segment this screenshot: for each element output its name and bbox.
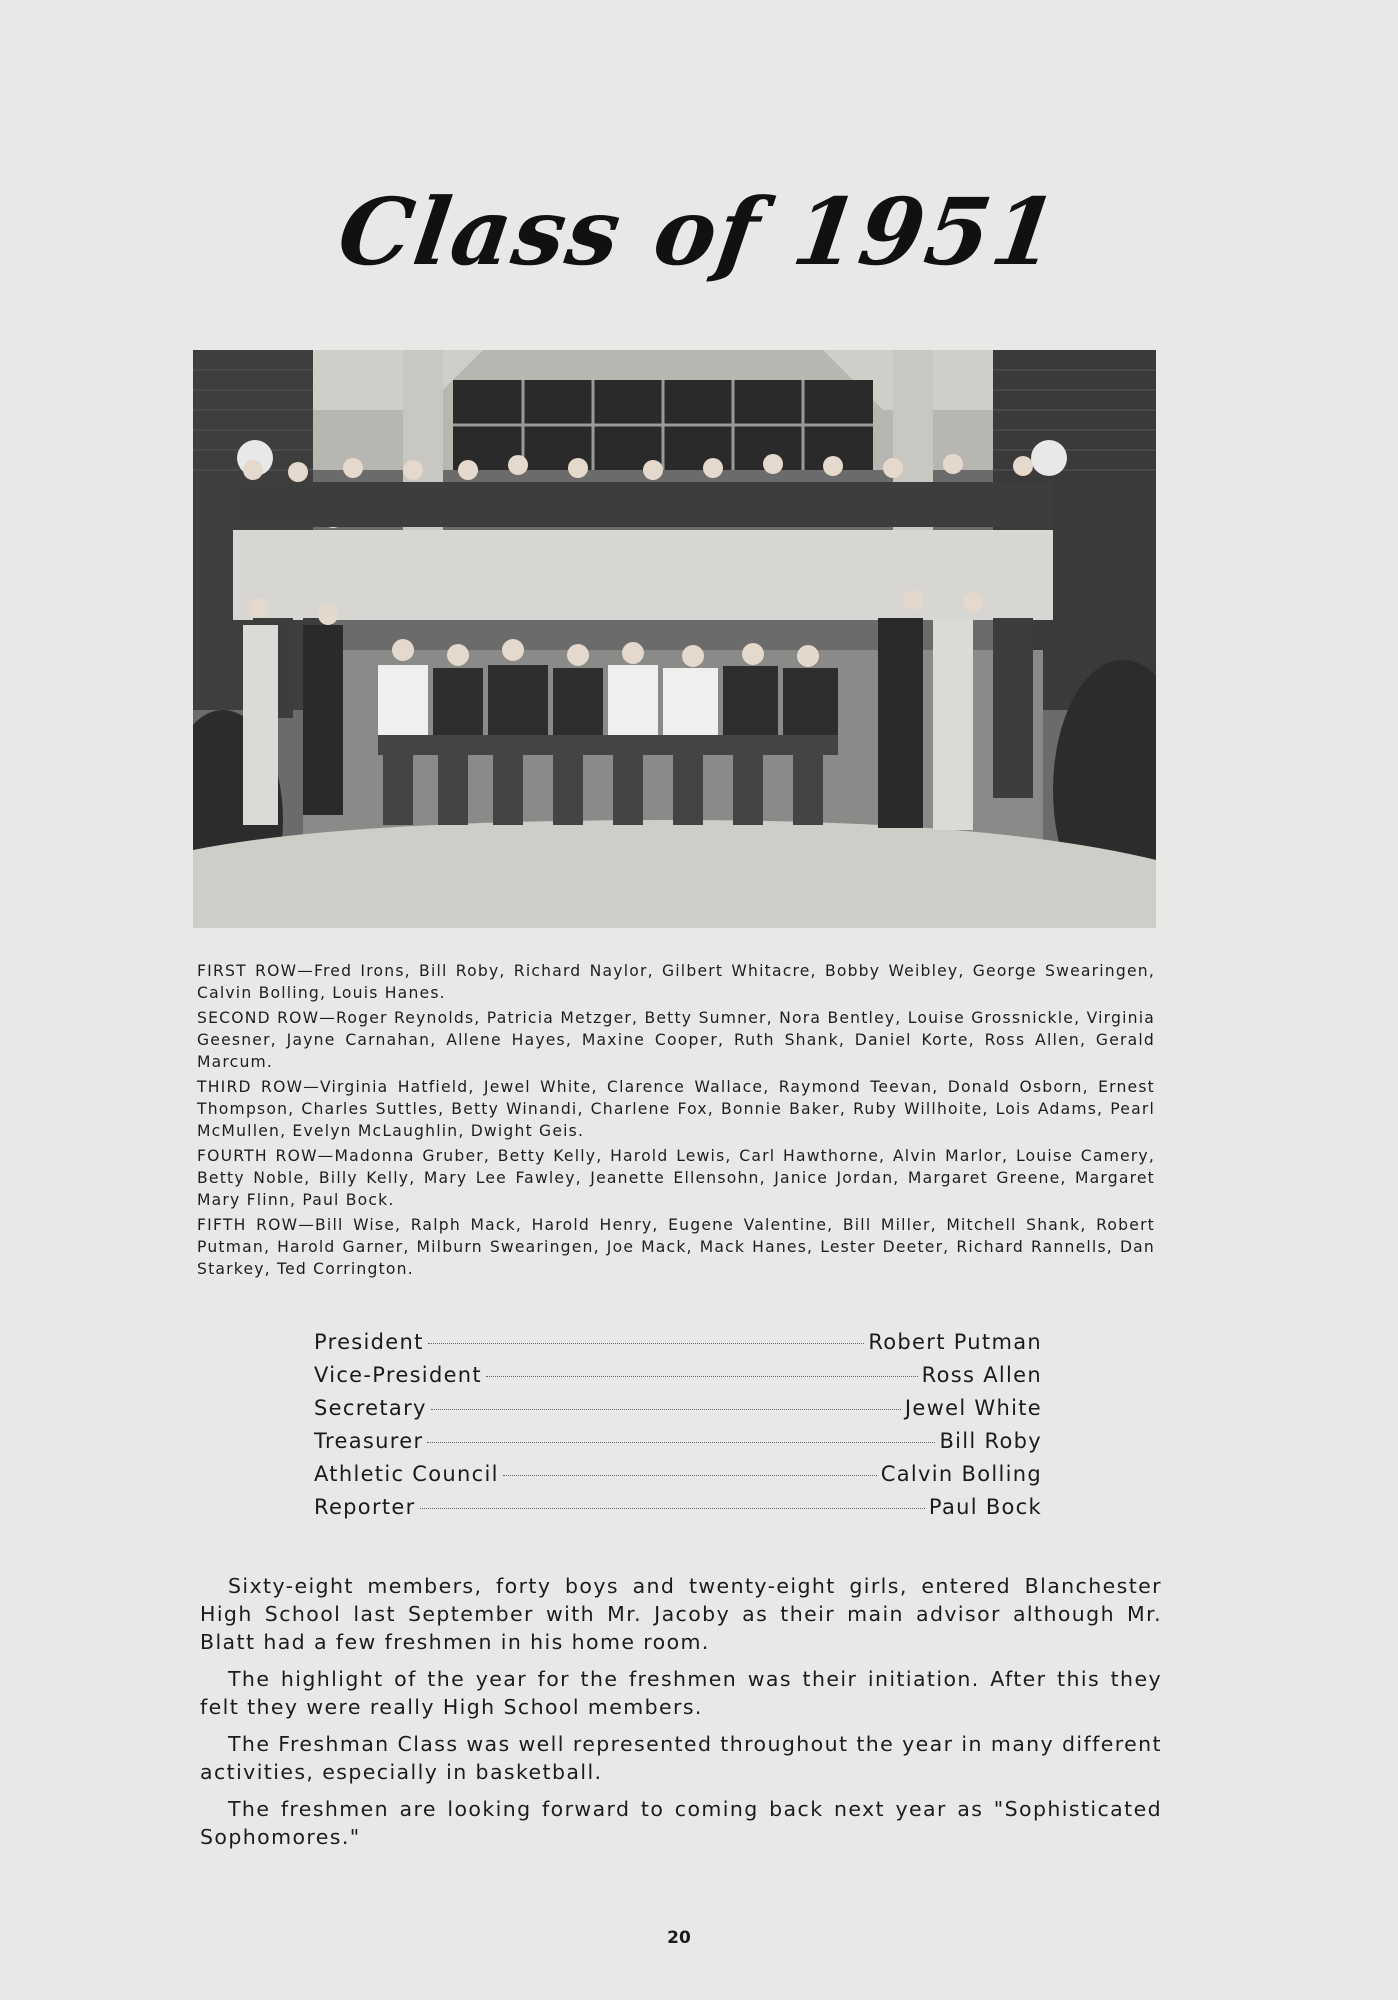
caption-third-row: THIRD ROW—Virginia Hatfield, Jewel White, Clarence Wallace, Raymond Teevan, Donald Osborn, Ernest Thompson, Charles Suttles, Betty Winandi, Charlene Fox, Bonnie Baker, Ruby Willhoite, Lois Adams, Pearl McMullen, Evelyn McLaughlin, Dwight Geis. <box>197 1078 1155 1140</box>
officer-role: Reporter <box>314 1495 416 1519</box>
summary-paragraph: The freshmen are looking forward to coming back next year as "Sophisticated Sophomores." <box>200 1797 1162 1849</box>
caption-second-row: SECOND ROW—Roger Reynolds, Patricia Metzger, Betty Sumner, Nora Bentley, Louise Grossnickle, Virginia Geesner, Jayne Carnahan, Allene Hayes, Maxine Cooper, Ruth Shank, Daniel Korte, Ross Allen, Gerald Marcum. <box>197 1009 1155 1071</box>
summary-paragraph: The Freshman Class was well represented throughout the year in many different activities, especially in basketball. <box>200 1732 1162 1784</box>
officer-row <box>314 1396 1042 1429</box>
caption-fourth-row: FOURTH ROW—Madonna Gruber, Betty Kelly, Harold Lewis, Carl Hawthorne, Alvin Marlor, Louise Camery, Betty Noble, Billy Kelly, Mary Lee Fawley, Jeanette Ellensohn, Janice Jordan, Margaret Greene, Margaret Mary Flinn, Paul Bock. <box>197 1147 1155 1209</box>
summary-paragraph: Sixty-eight members, forty boys and twenty-eight girls, entered Blanchester High School last September with Mr. Jacoby as their main advisor although Mr. Blatt had a few freshmen in his home room. <box>200 1574 1162 1654</box>
caption-fifth-row: FIFTH ROW—Bill Wise, Ralph Mack, Harold Henry, Eugene Valentine, Bill Miller, Mitchell Shank, Robert Putman, Harold Garner, Milburn Swearingen, Joe Mack, Mack Hanes, Lester Deeter, Richard Rannells, Dan Starkey, Ted Corrington. <box>197 1216 1155 1278</box>
leader-dots <box>503 1475 877 1476</box>
leader-dots <box>428 1343 865 1344</box>
officer-name: Bill Roby <box>939 1429 1042 1453</box>
officer-row <box>314 1429 1042 1462</box>
officers-list <box>314 1330 1042 1528</box>
photo-caption <box>197 960 1155 1283</box>
leader-dots <box>420 1508 925 1509</box>
class-summary <box>200 1572 1162 1860</box>
page-title: Class of 1951 <box>332 178 1066 286</box>
officer-name: Ross Allen <box>921 1363 1042 1387</box>
officer-name: Paul Bock <box>928 1495 1042 1519</box>
summary-paragraph: The highlight of the year for the freshmen was their initiation. After this they felt they were really High School members. <box>200 1667 1162 1719</box>
officer-row <box>314 1462 1042 1495</box>
officer-role: Secretary <box>314 1396 427 1420</box>
class-photo-illustration <box>193 350 1156 928</box>
officer-row <box>314 1495 1042 1528</box>
officer-name: Calvin Bolling <box>880 1462 1042 1486</box>
leader-dots <box>431 1409 901 1410</box>
officer-role: Treasurer <box>314 1429 424 1453</box>
class-photo <box>193 350 1156 928</box>
officer-row <box>314 1330 1042 1363</box>
page-number: 20 <box>667 1928 691 1948</box>
officer-name: Robert Putman <box>868 1330 1042 1354</box>
officer-role: President <box>314 1330 424 1354</box>
officer-row <box>314 1363 1042 1396</box>
leader-dots <box>427 1442 935 1443</box>
officer-role: Vice-President <box>314 1363 482 1387</box>
officer-role: Athletic Council <box>314 1462 499 1486</box>
caption-first-row: FIRST ROW—Fred Irons, Bill Roby, Richard Naylor, Gilbert Whitacre, Bobby Weibley, George Swearingen, Calvin Bolling, Louis Hanes. <box>197 962 1155 1002</box>
officer-name: Jewel White <box>904 1396 1042 1420</box>
leader-dots <box>486 1376 918 1377</box>
